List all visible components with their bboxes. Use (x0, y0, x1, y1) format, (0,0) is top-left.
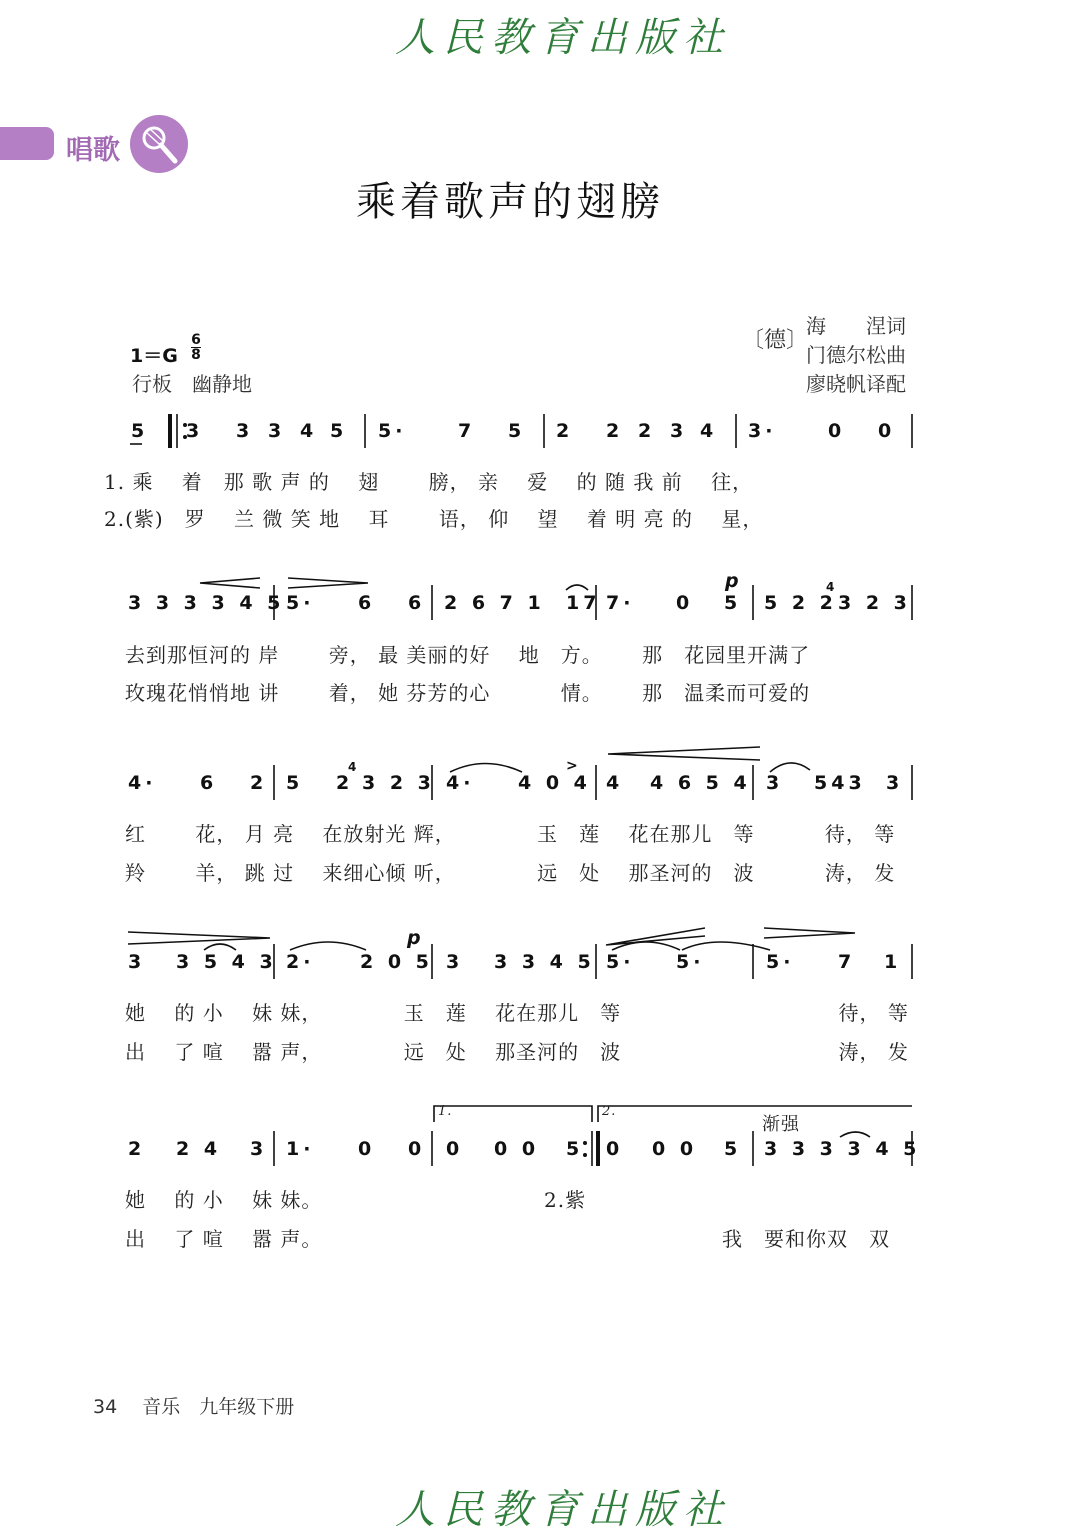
note-line3-11: 543 (814, 772, 866, 794)
song-title: 乘着歌声的翅膀 (356, 179, 664, 225)
note-line4-5: 3 3 4 5 (494, 951, 595, 973)
note-line5-2: 3 (250, 1138, 268, 1160)
note-line5-6: 0 (446, 1138, 464, 1160)
volta-2: 2. (602, 1104, 617, 1119)
note-line1-2: 3 (236, 420, 254, 442)
lyricist-credit: 海 涅词 (806, 314, 906, 338)
note-line2-4: 2 6 7 1 (444, 592, 545, 614)
note-line1-8: 5 (508, 420, 526, 442)
lyric-line-3-verse-1: 红 花， 月 亮 在放射光 辉， 玉 莲 花在那儿 等 待， 等 (125, 822, 896, 846)
lyric-line-4-verse-2: 出 了 喧 嚣 声， 远 处 那圣河的 波 涛， 发 (125, 1040, 909, 1064)
note-line2-8: 5 (724, 592, 742, 614)
lyric-line-2-verse-2: 玫瑰花悄悄地 讲 着， 她 芬芳的心 情。 那 温柔而可爱的 (125, 681, 811, 705)
note-line1-0: 5 (131, 420, 149, 442)
publisher-logo-bottom: 人民教育出版社 (395, 1487, 731, 1533)
note-line2-9: 5 2 2 (764, 592, 837, 614)
lyric-line-4-verse-1: 她 的 小 妹 妹， 玉 莲 花在那儿 等 待， 等 (125, 1001, 909, 1025)
note-line2-3: 6 (408, 592, 426, 614)
note-line5-5: 0 (408, 1138, 426, 1160)
grace-note: 4 (826, 580, 835, 594)
note-line2-10: 3 2 3 (838, 592, 911, 614)
note-line5-8: 5 (566, 1138, 584, 1160)
note-line3-10: 3 (766, 772, 784, 794)
note-line1-7: 7 (458, 420, 476, 442)
note-line4-8: 5· (766, 951, 795, 973)
note-line5-10: 0 0 (652, 1138, 698, 1160)
note-line3-9: 4 6 5 4 (650, 772, 751, 794)
note-line5-12: 3 3 3 3 4 5 (764, 1138, 921, 1160)
note-line1-3: 3 (268, 420, 286, 442)
note-line5-9: 0 (606, 1138, 624, 1160)
lyric-line-2-verse-1: 去到那恒河的 岸 旁， 最 美丽的好 地 方。 那 花园里开满了 (125, 643, 811, 667)
note-line1-16: 0 (878, 420, 896, 442)
note-line2-0: 3 3 3 3 4 5 (128, 592, 285, 614)
note-line3-1: 6 (200, 772, 218, 794)
page-number: 34 (93, 1396, 118, 1418)
time-signature: 6 8 (191, 332, 201, 363)
note-line3-0: 4· (128, 772, 157, 794)
note-line4-1: 3 5 4 3 (176, 951, 277, 973)
note-line1-4: 4 (300, 420, 318, 442)
note-line5-7: 0 0 (494, 1138, 540, 1160)
lyric-line-5-verse-2: 出 了 喧 嚣 声。 (125, 1227, 323, 1251)
lyric-line-5-verse-1: 她 的 小 妹 妹。 (125, 1188, 323, 1212)
grace-note: 4 (348, 760, 357, 774)
note-line1-5: 5 (330, 420, 348, 442)
note-line3-8: 4 (606, 772, 624, 794)
tempo-marking: 行板 幽静地 (132, 372, 252, 396)
note-line1-15: 0 (828, 420, 846, 442)
note-line4-9: 7 (838, 951, 856, 973)
note-line1-13: 4 (700, 420, 718, 442)
note-line4-4: 3 (446, 951, 464, 973)
note-line1-14: 3· (748, 420, 777, 442)
note-line1-12: 3 (670, 420, 688, 442)
note-line2-1: 5· (286, 592, 315, 614)
accent-mark: > (566, 758, 578, 774)
note-line2-6: 7· (606, 592, 635, 614)
volta-1: 1. (438, 1104, 453, 1119)
note-line3-4: 2 (336, 772, 354, 794)
note-line1-9: 2 (556, 420, 574, 442)
key-signature: 1＝G (130, 345, 178, 367)
lyric-line-1-verse-2: 2.(紫) 罗 兰 微 笑 地 耳 语， 仰 望 着 明 亮 的 星， (104, 507, 764, 531)
note-line2-5: 17 (566, 592, 601, 614)
note-line2-7: 0 (676, 592, 694, 614)
credit-prefix: 〔德〕 (742, 328, 809, 353)
note-line3-6: 4· (446, 772, 475, 794)
note-line1-1: 3 (186, 420, 204, 442)
note-line5-11: 5 (724, 1138, 742, 1160)
lyric-line-3-verse-2: 羚 羊， 跳 过 来细心倾 听， 远 处 那圣河的 波 涛， 发 (125, 861, 896, 885)
dynamic-p: p (407, 927, 421, 949)
note-line3-2: 2 (250, 772, 268, 794)
note-line5-0: 2 (128, 1138, 146, 1160)
note-line4-6: 5· (606, 951, 635, 973)
note-line4-7: 5· (676, 951, 705, 973)
section-label: 唱歌 (66, 135, 120, 166)
publisher-logo-top: 人民教育出版社 (395, 15, 731, 61)
note-line3-12: 3 (886, 772, 904, 794)
note-line5-1: 2 4 (176, 1138, 222, 1160)
note-line2-2: 6 (358, 592, 376, 614)
page-footer (93, 1392, 294, 1419)
note-line5-3: 1· (286, 1138, 315, 1160)
note-line3-7: 4 0 4 (518, 772, 591, 794)
note-line4-0: 3 (128, 951, 146, 973)
note-line4-2: 2· (286, 951, 315, 973)
lyric-line-5-verse-1-b: 2.紫 (544, 1188, 587, 1212)
note-line3-3: 5 (286, 772, 304, 794)
subject: 音乐 (142, 1396, 181, 1418)
note-line1-6: 5· (378, 420, 407, 442)
note-line5-4: 0 (358, 1138, 376, 1160)
crescendo-marking: 渐强 (762, 1114, 800, 1135)
note-line1-10: 2 (606, 420, 624, 442)
translator-credit: 廖晓帆译配 (806, 372, 906, 396)
note-line4-10: 1 (884, 951, 902, 973)
note-line4-3: 2 0 5 (360, 951, 433, 973)
lyric-line-5-verse-2-b: 我 要和你双 双 (722, 1227, 890, 1251)
note-line3-5: 3 2 3 (362, 772, 435, 794)
grade: 九年级下册 (199, 1396, 295, 1418)
composer-credit: 门德尔松曲 (806, 343, 906, 367)
lyric-line-1-verse-1: 1. 乘 着 那 歌 声 的 翅 膀， 亲 爱 的 随 我 前 往， (104, 470, 754, 494)
note-line1-11: 2 (638, 420, 656, 442)
dynamic-p: p (725, 570, 739, 592)
